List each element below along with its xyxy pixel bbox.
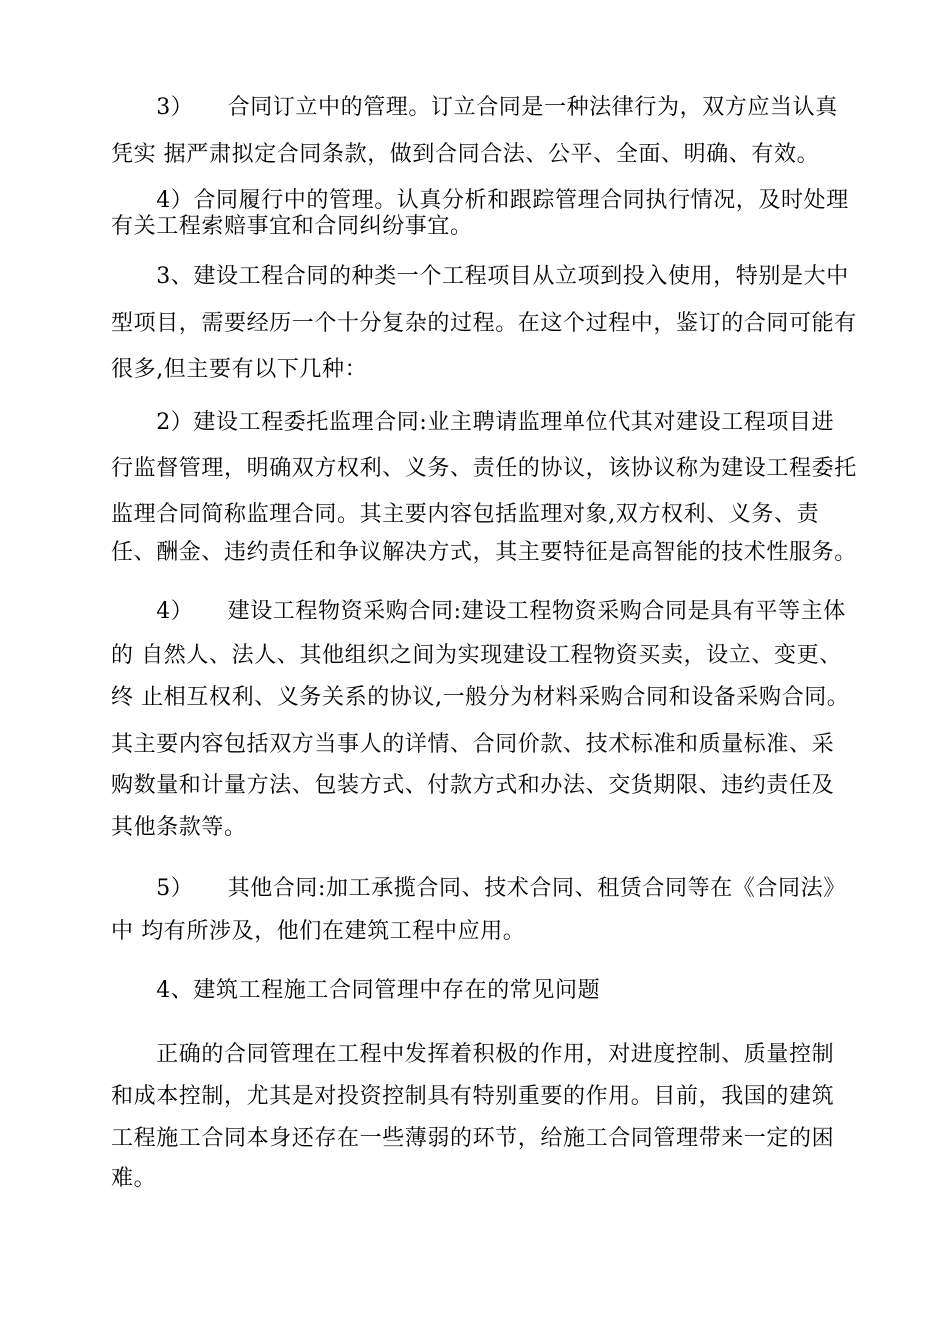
text-line: 有关工程索赔事宜和合同纠纷事宜。 (111, 214, 473, 239)
text-line: 型项目，需要经历一个十分复杂的过程。在这个过程中，鉴订的合同可能有 (111, 311, 857, 336)
text-line: 终 止相互权利、义务关系的协议,一般分为材料采购合同和设备采购合同。 (111, 685, 850, 710)
text-line: 行监督管理，明确双方权利、义务、责任的协议，该协议称为建设工程委托 (111, 456, 857, 481)
text-line: 的 自然人、法人、其他组织之间为实现建设工程物资买卖，设立、变更、 (111, 643, 842, 668)
text-line: 中 均有所涉及，他们在建筑工程中应用。 (111, 919, 526, 944)
text-line: 其主要内容包括双方当事人的详情、合同价款、技术标准和质量标准、采 (111, 732, 835, 757)
text-line: 4）合同履行中的管理。认真分析和跟踪管理合同执行情况，及时处理 (111, 188, 849, 213)
text-line: 和成本控制，尤其是对投资控制具有特别重要的作用。目前，我国的建筑 (111, 1084, 835, 1109)
text-line: 难。 (111, 1166, 157, 1191)
text-line: 3） 合同订立中的管理。订立合同是一种法律行为，双方应当认真 (111, 95, 838, 120)
text-line: 3、建设工程合同的种类一个工程项目从立项到投入使用，特别是大中 (111, 264, 849, 289)
text-line: 工程施工合同本身还存在一些薄弱的环节，给施工合同管理带来一定的困 (111, 1126, 835, 1151)
text-line: 正确的合同管理在工程中发挥着积极的作用，对进度控制、质量控制 (111, 1042, 835, 1067)
text-line: 5） 其他合同:加工承揽合同、技术合同、租赁合同等在《合同法》 (111, 876, 846, 901)
text-line: 4） 建设工程物资采购合同:建设工程物资采购合同是具有平等主体 (111, 599, 846, 624)
text-line: 很多,但主要有以下几种： (111, 357, 368, 382)
text-line: 任、酬金、违约责任和争议解决方式，其主要特征是高智能的技术性服务。 (111, 540, 857, 565)
text-line: 购数量和计量方法、包装方式、付款方式和办法、交货期限、违约责任及 (111, 773, 835, 798)
text-line: 凭实 据严肃拟定合同条款，做到合同合法、公平、全面、明确、有效。 (111, 142, 820, 167)
text-line: 监理合同简称监理合同。其主要内容包括监理对象,双方权利、义务、责 (111, 502, 820, 527)
text-line: 其他条款等。 (111, 815, 247, 840)
text-line: 4、建筑工程施工合同管理中存在的常见问题 (111, 978, 601, 1003)
text-line: 2）建设工程委托监理合同:业主聘请监理单位代其对建设工程项目进 (111, 410, 835, 435)
